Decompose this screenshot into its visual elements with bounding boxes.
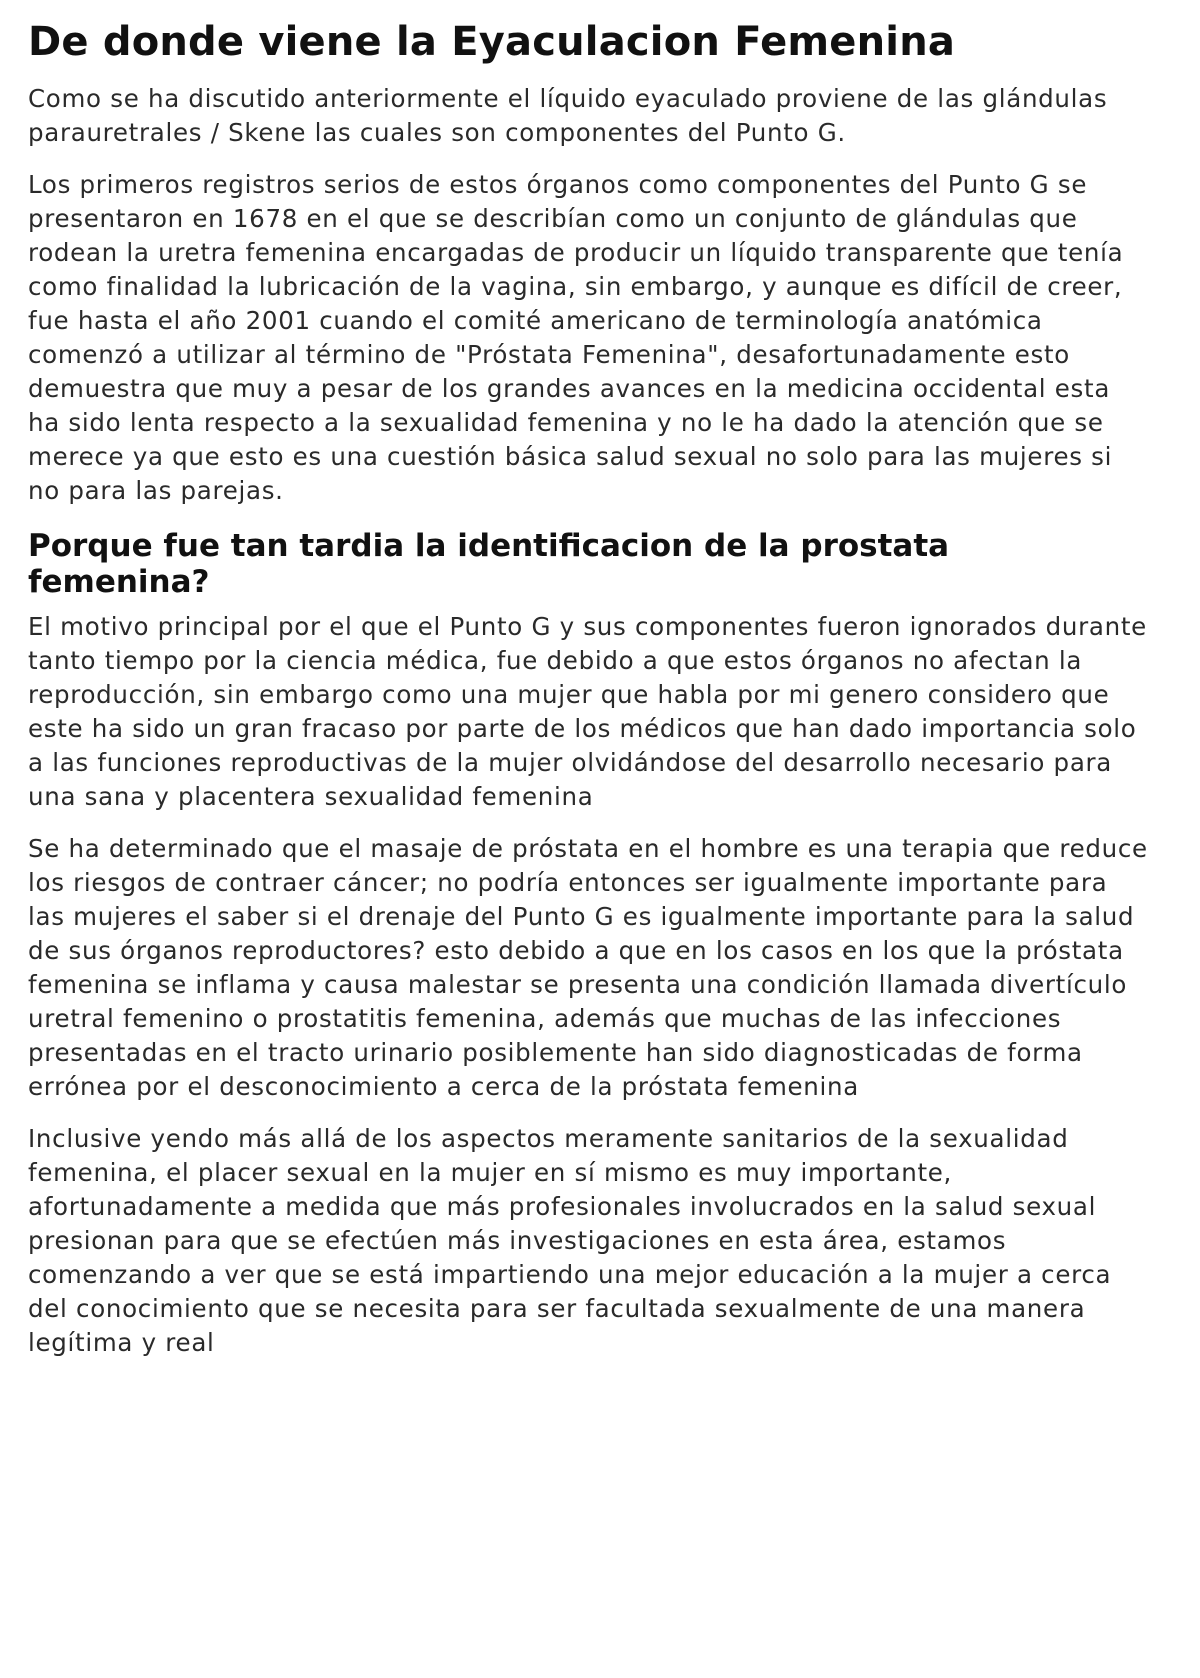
article-title: De donde viene la Eyaculacion Femenina xyxy=(28,19,956,65)
article xyxy=(28,16,1148,1378)
paragraph-history: Los primeros registros serios de estos órganos como componentes del Punto G se presentaron en 1678 en el que se describían como un conjunto de glándulas que rodean la uretra femenina encargadas de producir un líquido transparente que tenía como finalidad la lubricación de la vagina, sin embargo, y aunque es difícil de creer, fue hasta el año 2001 cuando el comité americano de terminología anatómica comenzó a utilizar al término de "Próstata Femenina", desafortunadamente esto demuestra que muy a pesar de los grandes avances en la medicina occidental esta ha sido lenta respecto a la sexualidad femenina y no le ha dado la atención que se merece ya que esto es una cuestión básica salud sexual no solo para las mujeres si no para las parejas. xyxy=(28,170,1124,505)
paragraph-pleasure: Inclusive yendo más allá de los aspectos meramente sanitarios de la sexualidad femenina, el placer sexual en la mujer en sí mismo es muy importante, afortunadamente a medida que más profesionales involucrados en la salud sexual presionan para que se efectúen más investigaciones en esta área, estamos comenzando a ver que se está impartiendo una mejor educación a la mujer a cerca del conocimiento que se necesita para ser facultada sexualmente de una manera legítima y real xyxy=(28,1124,1112,1357)
paragraph-health: Se ha determinado que el masaje de próstata en el hombre es una terapia que reduce los riesgos de contraer cáncer; no podría entonces ser igualmente importante para las mujeres el saber si el drenaje del Punto G es igualmente importante para la salud de sus órganos reproductores? esto debido a que en los casos en los que la próstata femenina se inflama y causa malestar se presenta una condición llamada divertículo uretral femenino o prostatitis femenina, además que muchas de las infecciones presentadas en el tracto urinario posiblemente han sido diagnosticadas de forma errónea por el desconocimiento a cerca de la próstata femenina xyxy=(28,834,1148,1101)
paragraph-reason: El motivo principal por el que el Punto G y sus componentes fueron ignorados durante tanto tiempo por la ciencia médica, fue debido a que estos órganos no afectan la reproducción, sin embargo como una mujer que habla por mi genero considero que este ha sido un gran fracaso por parte de los médicos que han dado importancia solo a las funciones reproductivas de la mujer olvidándose del desarrollo necesario para una sana y placentera sexualidad femenina xyxy=(28,612,1147,811)
paragraph-origin: Como se ha discutido anteriormente el líquido eyaculado proviene de las glándulas parauretrales / Skene las cuales son componentes del Punto G. xyxy=(28,84,1108,147)
section-heading: Porque fue tan tardia la identificacion de la prostata femenina? xyxy=(28,528,950,600)
